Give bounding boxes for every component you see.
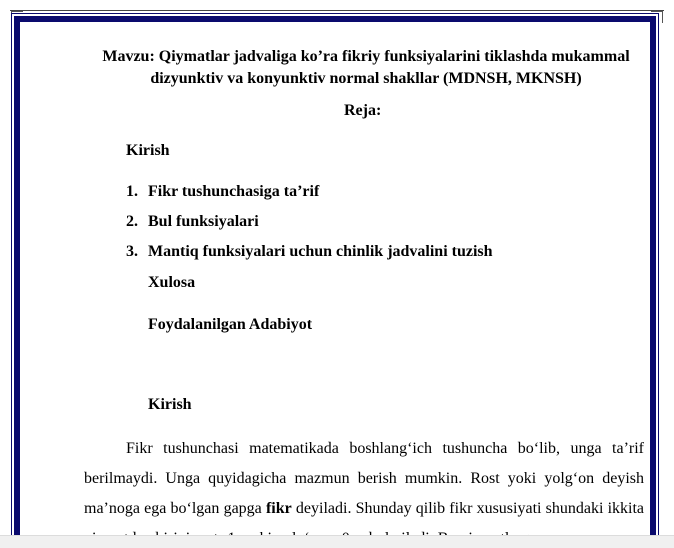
document-title: Mavzu: Qiymatlar jadvaliga ko’ra fikriy funksiyalarini tiklashda mukammal dizyunktiv va konyunktiv normal shakllar (MDNSH, MKNSH): [102, 48, 630, 87]
toc-item: [126, 212, 493, 242]
paragraph-bold-term: fikr: [265, 500, 292, 517]
toc-label: Bul funksiyalari: [148, 213, 259, 230]
toc-label: Fikr tushunchasiga ta’rif: [148, 183, 320, 200]
toc-label: Mantiq funksiyalari uchun chinlik jadvalini tuzish: [148, 243, 493, 260]
toc-number: 3.: [126, 243, 138, 260]
conclusion-heading: Xulosa: [148, 274, 196, 291]
toc-number: 2.: [126, 213, 138, 230]
section-heading: Kirish: [148, 396, 192, 413]
page-border: [14, 16, 656, 548]
toc-item: [126, 242, 493, 272]
outer-top-line: [10, 10, 664, 13]
intro-heading: Kirish: [126, 142, 170, 159]
body-paragraph: [84, 434, 644, 548]
paragraph-text: deyiladi. Shunday qilib fikr xususiyati shundaki ikkita: [295, 500, 645, 517]
toc-number: 1.: [126, 183, 138, 200]
table-of-contents: [126, 182, 493, 272]
horizontal-scrollbar[interactable]: [0, 535, 674, 548]
references-heading: Foydalanilgan Adabiyot: [148, 316, 313, 333]
paragraph-text: Fikr tushunchasi matematikada boshlang‘ich tushuncha bo‘lib, unga ta’rif berilmaydi. Unga quyidagicha mazmun berish mumkin. Rost yoki yolg‘on deyish ma’noga ega bo‘lgan gapga: [84, 440, 644, 517]
plan-heading: Reja:: [344, 102, 382, 119]
toc-item: [126, 182, 493, 212]
